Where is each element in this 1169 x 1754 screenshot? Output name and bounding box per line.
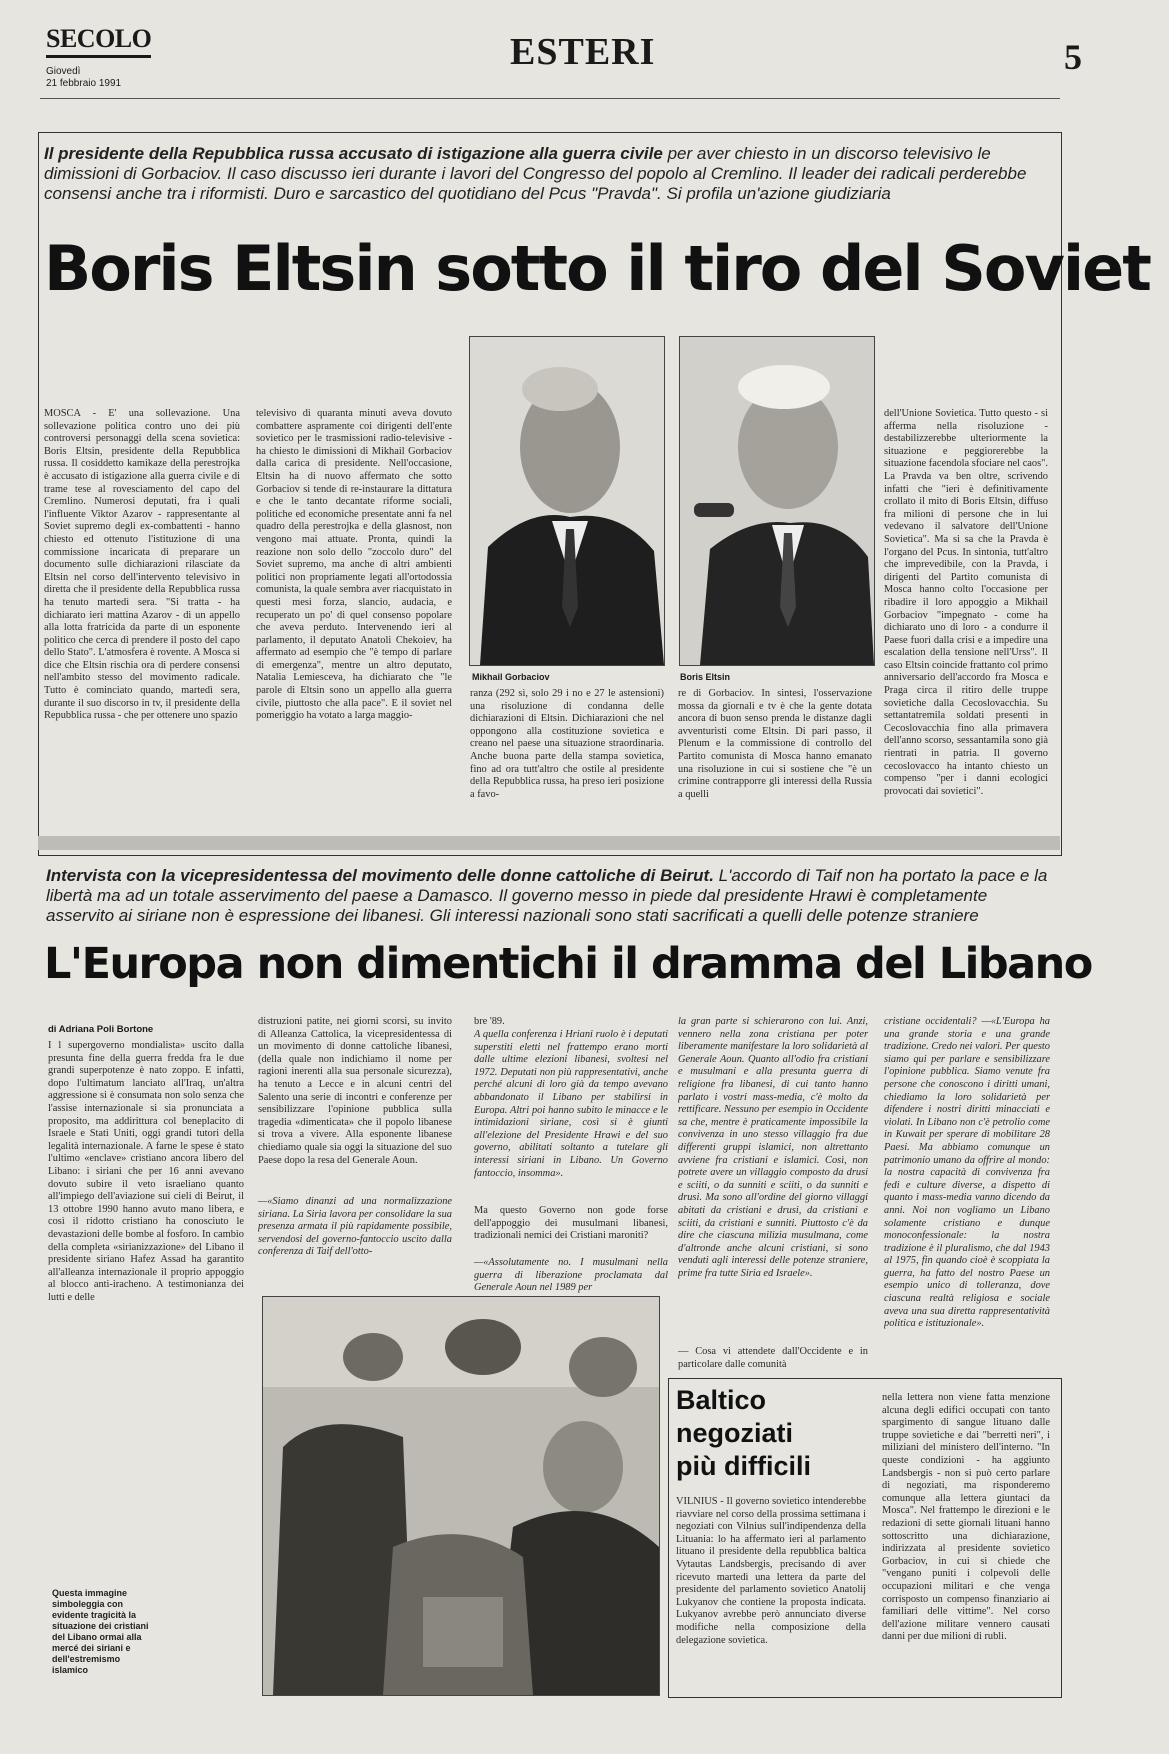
lebanon-photo-caption: Questa immagine simboleggia con evidente tragicità la situazione dei cristiani del Libano ormai alla mercé dei siriani e dell'estremismo islamico (52, 1588, 149, 1675)
article-libano-col3-answer: A quella conferenza i Hriani ruolo è i deputati superstiti eletti nel frattempo erano morti dalle ultime elezioni libanesi, svoltesi nel 1972. Deputati non più rappresentativi, anche perché alcuni di loro già da tempo avevano abbandonato il Libano per stabilirsi in Europa. Altri poi hanno subito le minacce e le intimidazioni siriane, così si è giunti all'elezione del Presidente Hrawi e del suo governo, abilitati soltanto a tutelare gli interessi siriani in Libano. Un Governo fantoccio, insomma». (474, 1029, 668, 1179)
article-libano-col5: cristiane occidentali? —«L'Europa ha una grande storia e una grande tradizione. Credo nei valori. Per questo siamo qui per parlare e sensibilizzare l'opinione pubblica. Siamo venute fra persone che conoscono i diritti umani, chiediamo la loro solidarietà per difendere i nostri diritti minacciati e violati. In Libano non c'è petrolio come in Kuwait per sperare di mobilitare 28 Paesi. Ma abbiamo comunque un patrimonio umano da offrire al mondo: la nostra capacità di convivenza fra fedi e culture diverse, a dispetto di quanto i mass-media vanno dicendo da anni. Noi non vogliamo un Libano solamente cristiano e dunque monoconfessionale: la nostra tradizione è il pluralismo, che dal 1943 al 1975, fin quando cioè è scoppiata la guerra, ha fatto del nostro Paese un esempio unico di tolleranza, dove ciascuna realtà religiosa e sociale aveva una sua diretta rappresentatività politica e istituzionale». (884, 1016, 1050, 1330)
article-libano-col3-answer2: —«Assolutamente no. I musulmani nella guerra di liberazione proclamata dal Generale Aoun nel 1989 per (474, 1257, 668, 1294)
newspaper-logo: SECOLO (46, 24, 151, 58)
article-eltsin-col5: dell'Unione Sovietica. Tutto questo - si afferma nella risoluzione - destabilizzerebbe ulteriormente la situazione e peggiorerebbe la situazione facendola sfociare nel caos". La Pravda va ben oltre, scrivendo infatti che "ieri è definitivamente crollato il mito di Boris Eltsin, diffuso fra milioni di persone che in lui vedevano il salvatore dell'Unione Sovietica". Ma si sa che la Pravda è l'organo del Pcus. In sintonia, tutt'altro che imprevedibile, con la Pravda, i dirigenti del Partito comunista di Mosca hanno colto l'occasione per ribadire il loro appoggio a Mikhail Gorbaciov "impegnato - come ha dichiarato uno di loro - a condurre il Paese fuori dalla crisi e a impedire una escalation della tensione nell'Urss". Il caso Eltsin coincide frattanto col primo anniversario dell'accordo fra Mosca e Praga circa il ritiro delle truppe sovietiche dalla Cecoslovacchia. Su settantatremila soldati presenti in Cecoslovacchia fino alla primavera dell'anno scorso, sessantamila sono già rientrati in patria. Il governo cecoslovacco ha intanto chiesto un compenso "per i danni ecologici provocati dai sovietici". (884, 408, 1048, 797)
article-baltico-col1: VILNIUS - Il governo sovietico intenderebbe riavviare nel corso della prossima settimana i negoziati con Vilnius sull'indipendenza della Lituania: lo ha affermato ieri al parlamento lituano il presidente della repubblica baltica Vytautas Landsbergis, precisando di aver ricevuto martedì una lettera da parte del presidente del parlamento sovietico Anatolij Lukyanov che contiene la proposta indicata. Lukyanov avrebbe però annunciato diverse modifiche nella composizione della delegazione sovietica. (676, 1496, 866, 1646)
article-baltico-headline-line1: Baltico (676, 1385, 767, 1415)
article-eltsin-kicker (44, 144, 1054, 204)
article-libano-col3 (474, 1016, 668, 1318)
article-baltico-col2: nella lettera non viene fatta menzione alcuna degli edifici occupati con tanto spargimento di sangue lituano dalle truppe sovietiche e dai "berretti neri", i miliziani del ministero dell'interno. "In queste condizioni - ha aggiunto Landsbergis - non si può certo parlare di negoziati, ma risponderemo comunque alla lettera giuntaci da Mosca". Nel frattempo le direzioni e le redazioni di sette giornali lituani hanno sottoscritto una dichiarazione, indirizzata al presidente sovietico Gorbaciov, in cui si chiede che "vengano puniti i colpevoli delle occupazioni militari e che venga corrisposto un compenso finanziario ai familiari delle vittime". Nel corso dell'azione militare vennero causati danni per due milioni di rubli. (882, 1392, 1050, 1643)
eltsin-photo-caption: Boris Eltsin (680, 672, 731, 682)
article-libano-col1: I l supergoverno mondialista» uscito dalla presunta fine della guerra fredda fra le due grandi superpotenze è nato zoppo. E infatti, dopo l'ultimatum lanciato all'Iraq, un'altra aggressione si è consumata non solo senza che l'assise internazionale si sia pronunciata a proposito, ma addirittura col beneplacito di Israele e Stati Uniti, oggi grandi tutori della legalità internazionale. A farne le spese è stato l'ultimo «enclave» cristiano ancora libero del Libano: i siriani che per 16 anni avevano dovuto subire il veto israeliano quanto all'impiego dell'aviazione sui cieli di Beirut, il 13 ottobre 1990 hanno avuto mano libera, e così il ridotto cristiano ha conosciuto le devastazioni delle bombe al fosforo. In cambio della completa «sirianizzazione» del Libano il presidente siriano Hafez Assad ha garantito all'alleanza internazionale il proprio appoggio al blocco anti-iracheno. A testimonianza dei lutti e delle (48, 1040, 244, 1303)
issue-date-text: 21 febbraio 1991 (46, 78, 122, 89)
gorbaciov-photo (469, 336, 665, 666)
article-libano-byline: di Adriana Poli Bortone (48, 1024, 154, 1035)
masthead-rule (40, 98, 1060, 99)
article-eltsin-col3: ranza (292 sì, solo 29 i no e 27 le astensioni) una risoluzione di condanna delle dichiarazioni di Eltsin. Dichiarazioni che nel oppongono alla costituzione sovietica e creano nel paese una situazione straordinaria. Anche buona parte della stampa sovietica, fino ad ora tutt'altro che ostile al presidente della Repubblica russa, ha preso ieri posizione a favo- (470, 688, 664, 800)
gorbaciov-photo-caption: Mikhail Gorbaciov (472, 672, 550, 682)
article-eltsin-col4: re di Gorbaciov. In sintesi, l'osservazione mossa da giornali e tv è che la gente dotata ancora di buon senso prenda le distanze dagli avventuristi come Eltsin. Di pari passo, il Plenum e la commissione di controllo del Partito comunista di Mosca hanno emanato una risoluzione in cui si sostiene che "è un crimine contrapporre gli interessi della Russia a quelli (678, 688, 872, 800)
lebanon-crowd-illustration (263, 1297, 659, 1695)
article-baltico-headline-line2: negoziati (676, 1418, 794, 1448)
article-eltsin-col1: MOSCA - E' una sollevazione. Una sollevazione politica contro uno dei più controversi personaggi della scena sovietica: Boris Eltsin, presidente della Repubblica russa. Il cosiddetto kamikaze della perestrojka è accusato di istigazione alla guerra civile e di trame tese al rovesciamento del capo del Cremlino. Numerosi deputati, fra i quali l'influente Viktor Azarov - rappresentante al Soviet supremo degli ex-combattenti - hanno chiesto ed ottenuto l'istituzione di una commissione incaricata di preparare un documento sulle dichiarazioni rilasciate da Eltsin nel corso dell'intervento televisivo in diretta che il presidente della Repubblica russa ha tenuto martedì sera. "Si tratta - ha dichiarato ieri mattina Azarov - di un appello alla lotta fratricida da parte di un esponente politico che cerca di prendere il posto del capo dello Stato". L'atmosfera è rovente. A Mosca si dice che Eltsin rischia ora di perdere consensi nell'ambito stesso del movimento radicale. Tutto è cominciato quando, martedì sera, durante il suo discorso in tv, il presidente della Repubblica russa - che per ottenere uno spazio (44, 408, 240, 722)
page-number: 5 (1064, 37, 1082, 77)
article-libano-kicker-text: L'accordo di Taif non ha portato la pace e la libertà ma ad un totale asservimento del paese a Damasco. Il governo messo in piede dal presidente Hrawi è completamente asservito ai siriane non è espressione dei libanesi. Gli interessi nazionali sono stati sacrificati a quelli delle potenze straniere (46, 866, 1048, 925)
article-libano-col4 (678, 1016, 868, 1376)
article-eltsin-kicker-lead: Il presidente della Repubblica russa accusato di istigazione alla guerra civile (44, 144, 663, 163)
issue-weekday: Giovedì (46, 66, 81, 77)
article-libano-col2-text: distruzioni patite, nei giorni scorsi, su invito di Alleanza Cattolica, la vicepresidentessa di un movimento di donne cattoliche libanesi, (della quale non indichiamo il nome per ragioni inerenti alla sua personale sicurezza), ha tenuto a Lecce e in alcuni centri del Salento una serie di incontri e conferenze per sensibilizzare l'opinione pubblica sulla tragedia «dimenticata» che il popolo libanese si trova a vivere. Alla esponente libanese chiediamo quale sia oggi la situazione del suo Paese dopo la resa del Generale Aoun. (258, 1016, 452, 1166)
issue-date (46, 66, 121, 90)
article-eltsin-kicker-text: per aver chiesto in un discorso televisivo le dimissioni di Gorbaciov. Il caso discusso ieri durante i lavori del Congresso del popolo al Cremlino. Il leader dei radicali perderebbe consensi anche tra i riformisti. Duro e sarcastico del quotidiano del Pcus "Pravda". Si profila un'azione giudiziaria (44, 144, 1027, 203)
gorbaciov-portrait-illustration (470, 337, 664, 665)
article-libano-col4-answer: la gran parte si schierarono con lui. Anzi, vennero nella zona cristiana per poter liberamente manifestare la loro solidarietà al Generale Aoun. Quanto all'odio fra cristiani e musulmani e alla presunta guerra di religione fra libanesi, di cui tanto hanno parlato i vostri mass-media, c'è molto da rettificare. Nessuno per esempio in Occidente sa che, mentre è praticamente impossibile la convivenza in uno stesso villaggio fra due differenti gruppi islamici, non altrettanto avviene fra cristiani e islamici. Così, non potrete avere un villaggio composto da drusi e sciiti, o da sunniti e sciiti, o da sunniti e drusi. Ma sono all'ordine del giorno villaggi abitati da cristiani e drusi, da cristiani e sciiti, da cristiani e sunniti. Piuttosto c'è da dire che ciascuna milizia musulmana, come d'altronde anche alcuni cristiani, si sono venduti agli interessi delle potenze straniere, prime fra tutte Siria ed Israele». (678, 1016, 868, 1279)
article-eltsin-headline: Boris Eltsin sotto il tiro del Soviet (44, 232, 1150, 305)
article-libano-col3-text: bre '89. (474, 1016, 505, 1027)
article-libano-col3-question: Ma questo Governo non gode forse dell'appoggio dei musulmani libanesi, tradizionali nemici dei Cristiani maroniti? (474, 1205, 668, 1242)
article-libano-col2-answer: —«Siamo dinanzi ad una normalizzazione siriana. La Siria lavora per consolidare la sua presenza armata il più rapidamente possibile, servendosi del governo-fantoccio uscito dalla conferenza di Taif dell'otto- (258, 1196, 452, 1258)
article-baltico-headline (676, 1384, 811, 1483)
eltsin-photo (679, 336, 875, 666)
lebanon-photo (262, 1296, 660, 1696)
eltsin-portrait-illustration (680, 337, 874, 665)
article-baltico-headline-line3: più difficili (676, 1451, 811, 1481)
article-libano-kicker-lead: Intervista con la vicepresidentessa del movimento delle donne cattoliche di Beirut. (46, 866, 714, 885)
section-title: ESTERI (510, 31, 656, 73)
article-libano-col2 (258, 1016, 452, 1318)
article-libano-col4-question: — Cosa vi attendete dall'Occidente e in particolare dalle comunità (678, 1346, 868, 1370)
article-libano-kicker (46, 866, 1054, 926)
articles-divider (38, 836, 1060, 850)
article-libano-headline: L'Europa non dimentichi il dramma del Libano (44, 939, 1092, 989)
article-eltsin-col2: televisivo di quaranta minuti aveva dovuto combattere aspramente coi dirigenti dell'ente sovietico per le trasmissioni radio-televisive - ha chiesto le dimissioni di Mikhail Gorbaciov dalla carica di presidente. Nell'occasione, Eltsin ha di nuovo affermato che sotto Gorbaciov si tende di re-instaurare la dittatura e che le tanto decantate riforme sociali, politiche ed economiche presentate anni fa nel quadro della perestrojka e della glasnost, non vengono mai attuate. Pronta, quindi la reazione non solo dello "zoccolo duro" del Soviet supremo, ma anche di altri ambienti politici non propriamente legati all'ortodossia comunista, la quale sembra aver riacquistato in questi mesi forza, slancio, audacia, e recuperato un po' di quel consenso popolare che aveva perduto. Intervenendo ieri al parlamento, il deputato Anatoli Chekoiev, ha affermato ad esempio che "è tempo di parlare di emergenza", mentre un altro deputato, Natalia Lemiesceva, ha dichiarato che "le parole di Eltsin sono un appello alla guerra civile, piuttosto che alla pace". E il soviet nel pomeriggio ha votato a larga maggio- (256, 408, 452, 722)
